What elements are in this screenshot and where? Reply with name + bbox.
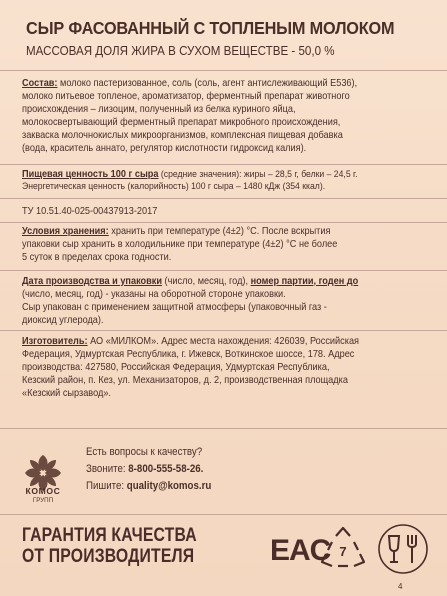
- manufacturer-line: Кезский район, п. Кез, ул. Механизаторов, д. 2, производственная площадка: [22, 374, 348, 386]
- divider: [0, 164, 447, 165]
- nutrition-label: Пищевая ценность 100 г сыра: [22, 169, 159, 180]
- fat-content: МАССОВАЯ ДОЛЯ ЖИРА В СУХОМ ВЕЩЕСТВЕ - 50,0 %: [26, 44, 335, 58]
- divider: [0, 270, 447, 271]
- divider: [0, 222, 447, 223]
- storage-section: [22, 226, 426, 265]
- nutrition-section: [22, 169, 426, 193]
- manufacturer-section: [22, 336, 426, 401]
- energy-line: Энергетическая ценность (калорийность) 100 г сыра – 1480 кДж (354 ккал).: [22, 181, 326, 192]
- storage-label: Условия хранения:: [22, 226, 109, 237]
- production-date-label: Дата производства и упаковки: [22, 276, 163, 287]
- divider: [0, 514, 447, 515]
- nutrition-line: (средние значения): жиры – 28,5 г, белки – 24,5 г.: [158, 169, 358, 180]
- contact-block: [86, 444, 225, 495]
- dates-section: [22, 276, 426, 328]
- guarantee-line: ОТ ПРОИЗВОДИТЕЛЯ: [22, 546, 195, 567]
- storage-line: упаковки сыр хранить в холодильнике при температуре (4±2) °С не более: [22, 238, 338, 250]
- manufacturer-line: производства: 427580, Российская Федерация, Удмуртская Республика,: [22, 361, 330, 373]
- brand-name: КОМОС: [25, 486, 61, 496]
- manufacturer-label: Изготовитель:: [22, 336, 88, 347]
- batch-label: номер партии, годен до: [250, 276, 359, 287]
- composition-line: происхождения – лизоцим, полученный из белка куриного яйца,: [22, 103, 296, 115]
- packaging-line: Сыр упакован с применением защитной атмосферы (упаковочный газ -: [22, 301, 327, 313]
- phone-number[interactable]: 8-800-555-58-26.: [128, 463, 204, 475]
- quality-question: Есть вопросы к качеству?: [86, 446, 203, 458]
- brand-sub: ГРУПП: [32, 497, 54, 504]
- composition-line: молокосвертывающий ферментный препарат микробного происхождения,: [22, 116, 341, 128]
- corner-mark: 4: [398, 582, 403, 591]
- divider: [0, 70, 447, 71]
- composition-line: (вода, краситель аннато, регулятор кислотности гидроксид калия).: [22, 142, 307, 154]
- divider: [0, 428, 447, 429]
- product-title: СЫР ФАСОВАННЫЙ С ТОПЛЕНЫМ МОЛОКОМ: [26, 18, 395, 38]
- manufacturer-line: «Кезский сырзавод».: [22, 387, 111, 399]
- manufacturer-line: АО «МИЛКОМ». Адрес места нахождения: 426039, Российская: [87, 336, 360, 347]
- quality-guarantee: [22, 525, 246, 567]
- email-label: Пишите:: [86, 480, 127, 492]
- divider: [0, 198, 447, 199]
- manufacturer-line: Федерация, Удмуртская Республика, г. Ижевск, Воткинское шоссе, 178. Адрес: [22, 348, 355, 360]
- composition-line: молоко питьевое топленое, ароматизатор, ферментный препарат животного: [22, 90, 350, 102]
- phone-label: Звоните:: [86, 463, 129, 475]
- recycle-icon: [318, 524, 368, 572]
- standard-section: [22, 206, 426, 219]
- divider: [0, 330, 447, 331]
- composition-line: молоко пастеризованное, соль (соль, агент антислеживающий Е536),: [57, 78, 358, 89]
- storage-line: хранить при температуре (4±2) °С. После вскрытия: [108, 226, 331, 237]
- dates-line: (число, месяц, год) - указаны на оборотной стороне упаковки.: [22, 288, 286, 300]
- email-address[interactable]: quality@komos.ru: [126, 480, 212, 492]
- recycle-number: 7: [339, 544, 347, 559]
- tech-standard: ТУ 10.51.40-025-00437913-2017: [22, 206, 158, 217]
- food-safe-icon: [374, 522, 432, 576]
- dates-note: (число, месяц, год),: [162, 276, 251, 287]
- guarantee-line: ГАРАНТИЯ КАЧЕСТВА: [22, 525, 197, 546]
- composition-line: закваска молочнокислых микроорганизмов, комплексная пищевая добавка: [22, 129, 343, 141]
- storage-line: 5 суток в пределах срока годности.: [22, 251, 172, 263]
- eac-mark: EAC: [270, 534, 331, 567]
- composition-label: Состав:: [22, 78, 58, 89]
- composition-section: [22, 78, 426, 155]
- packaging-line: диоксид углерода).: [22, 314, 104, 326]
